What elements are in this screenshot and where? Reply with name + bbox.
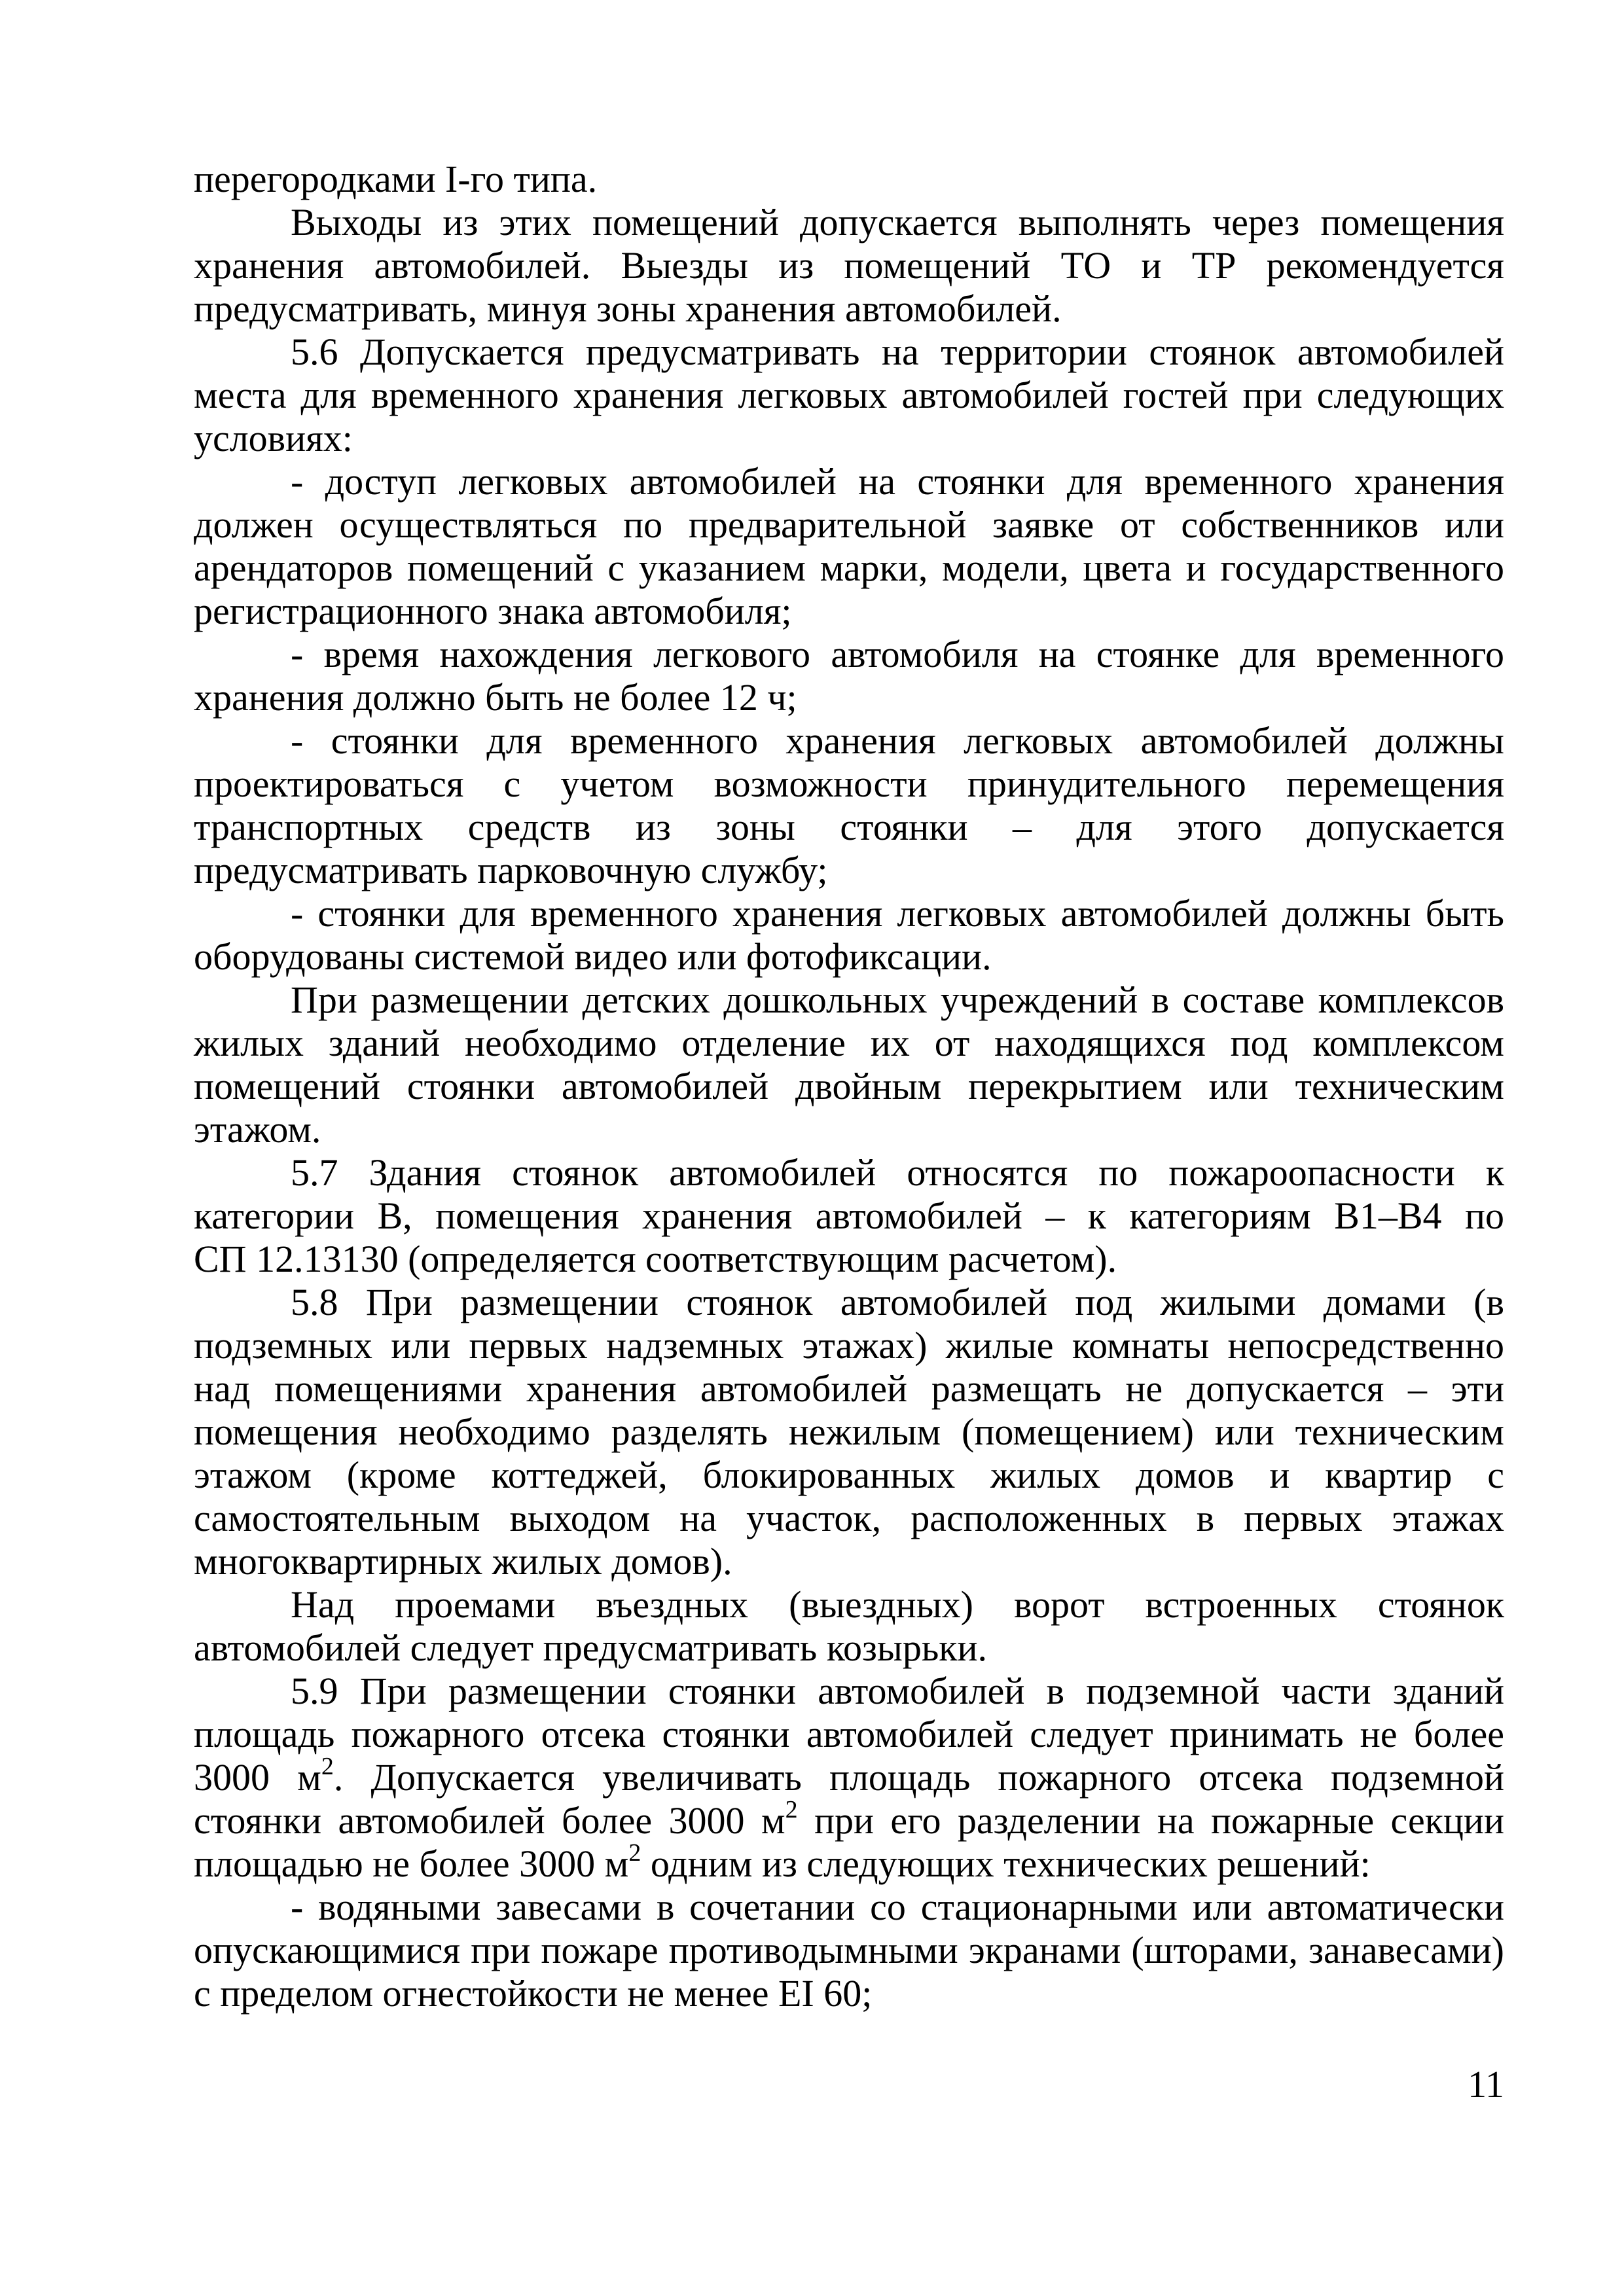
text-line: условиях: bbox=[194, 417, 353, 459]
list-item-line: - доступ легковых автомобилей на стоянки для временного хранения bbox=[291, 460, 1504, 503]
section-5-9-line: 5.9 При размещении стоянки автомобилей в подземной части зданий bbox=[291, 1670, 1504, 1712]
text-segment: при его разделении на пожарные секции bbox=[797, 1799, 1504, 1842]
text-line bbox=[194, 1795, 1504, 1842]
text-line: самостоятельным выходом на участок, расположенных в первых этажах bbox=[194, 1497, 1504, 1539]
text-line: подземных или первых надземных этажах) жилые комнаты непосредственно bbox=[194, 1324, 1504, 1367]
text-line: хранения автомобилей. Выезды из помещений ТО и ТР рекомендуется bbox=[194, 244, 1504, 287]
section-5-6-line: 5.6 Допускается предусматривать на территории стоянок автомобилей bbox=[291, 331, 1504, 373]
text-line: предусматривать парковочную службу; bbox=[194, 849, 828, 891]
text-line: СП 12.13130 (определяется соответствующим расчетом). bbox=[194, 1238, 1117, 1280]
list-item-line: - стоянки для временного хранения легковых автомобилей должны bbox=[291, 719, 1504, 762]
body-text bbox=[194, 158, 1504, 2015]
list-item-line: - время нахождения легкового автомобиля на стоянке для временного bbox=[291, 633, 1504, 675]
text-line: транспортных средств из зоны стоянки – для этого допускается bbox=[194, 806, 1504, 848]
list-item-line: - стоянки для временного хранения легковых автомобилей должны быть bbox=[291, 892, 1504, 935]
text-line: При размещении детских дошкольных учреждений в составе комплексов bbox=[291, 978, 1504, 1021]
text-line: хранения должно быть не более 12 ч; bbox=[194, 676, 797, 719]
text-segment: . Допускается увеличивать площадь пожарного отсека подземной bbox=[333, 1756, 1504, 1799]
section-5-7-line: 5.7 Здания стоянок автомобилей относятся по пожароопасности к bbox=[291, 1151, 1504, 1194]
section-5-8-line: 5.8 При размещении стоянок автомобилей под жилыми домами (в bbox=[291, 1281, 1504, 1323]
page-number: 11 bbox=[1468, 2063, 1504, 2106]
text-segment: стоянки автомобилей более 3000 м bbox=[194, 1799, 785, 1842]
superscript: 2 bbox=[785, 1795, 798, 1823]
text-segment: одним из следующих технических решений: bbox=[641, 1842, 1371, 1885]
text-line: должен осуществляться по предварительной заявке от собственников или bbox=[194, 503, 1504, 546]
text-segment: 3000 м bbox=[194, 1756, 321, 1799]
text-line: площадь пожарного отсека стоянки автомобилей следует принимать не более bbox=[194, 1713, 1504, 1755]
text-line: жилых зданий необходимо отделение их от находящихся под комплексом bbox=[194, 1022, 1504, 1064]
text-line: Выходы из этих помещений допускается выполнять через помещения bbox=[291, 201, 1504, 243]
superscript: 2 bbox=[321, 1752, 334, 1780]
text-line: помещения необходимо разделять нежилым (помещением) или техническим bbox=[194, 1410, 1504, 1453]
text-line: перегородками I-го типа. bbox=[194, 158, 598, 200]
text-line: места для временного хранения легковых автомобилей гостей при следующих bbox=[194, 374, 1504, 416]
text-line: предусматривать, минуя зоны хранения автомобилей. bbox=[194, 287, 1062, 330]
text-line: автомобилей следует предусматривать козырьки. bbox=[194, 1626, 987, 1669]
text-line: этажом (кроме коттеджей, блокированных жилых домов и квартир с bbox=[194, 1454, 1504, 1496]
text-line: многоквартирных жилых домов). bbox=[194, 1540, 732, 1583]
text-line: над помещениями хранения автомобилей размещать не допускается – эти bbox=[194, 1367, 1504, 1410]
list-item-line: - водяными завесами в сочетании со стационарными или автоматически bbox=[291, 1886, 1504, 1928]
text-line: Над проемами въездных (выездных) ворот встроенных стоянок bbox=[291, 1583, 1504, 1626]
text-line: помещений стоянки автомобилей двойным перекрытием или техническим bbox=[194, 1065, 1504, 1107]
text-segment: площадью не более 3000 м bbox=[194, 1842, 629, 1885]
superscript: 2 bbox=[628, 1839, 641, 1867]
text-line: этажом. bbox=[194, 1108, 321, 1151]
text-line: регистрационного знака автомобиля; bbox=[194, 590, 792, 632]
text-line: категории В, помещения хранения автомобилей – к категориям В1–В4 по bbox=[194, 1194, 1504, 1237]
text-line: арендаторов помещений с указанием марки, модели, цвета и государственного bbox=[194, 547, 1504, 589]
text-line bbox=[194, 1839, 1504, 1886]
text-line: оборудованы системой видео или фотофиксации. bbox=[194, 935, 992, 978]
text-line bbox=[194, 1752, 1504, 1799]
text-line: с пределом огнестойкости не менее EI 60; bbox=[194, 1972, 873, 2015]
text-line: опускающимися при пожаре противодымными экранами (шторами, занавесами) bbox=[194, 1929, 1504, 1971]
text-line: проектироваться с учетом возможности принудительного перемещения bbox=[194, 762, 1504, 805]
